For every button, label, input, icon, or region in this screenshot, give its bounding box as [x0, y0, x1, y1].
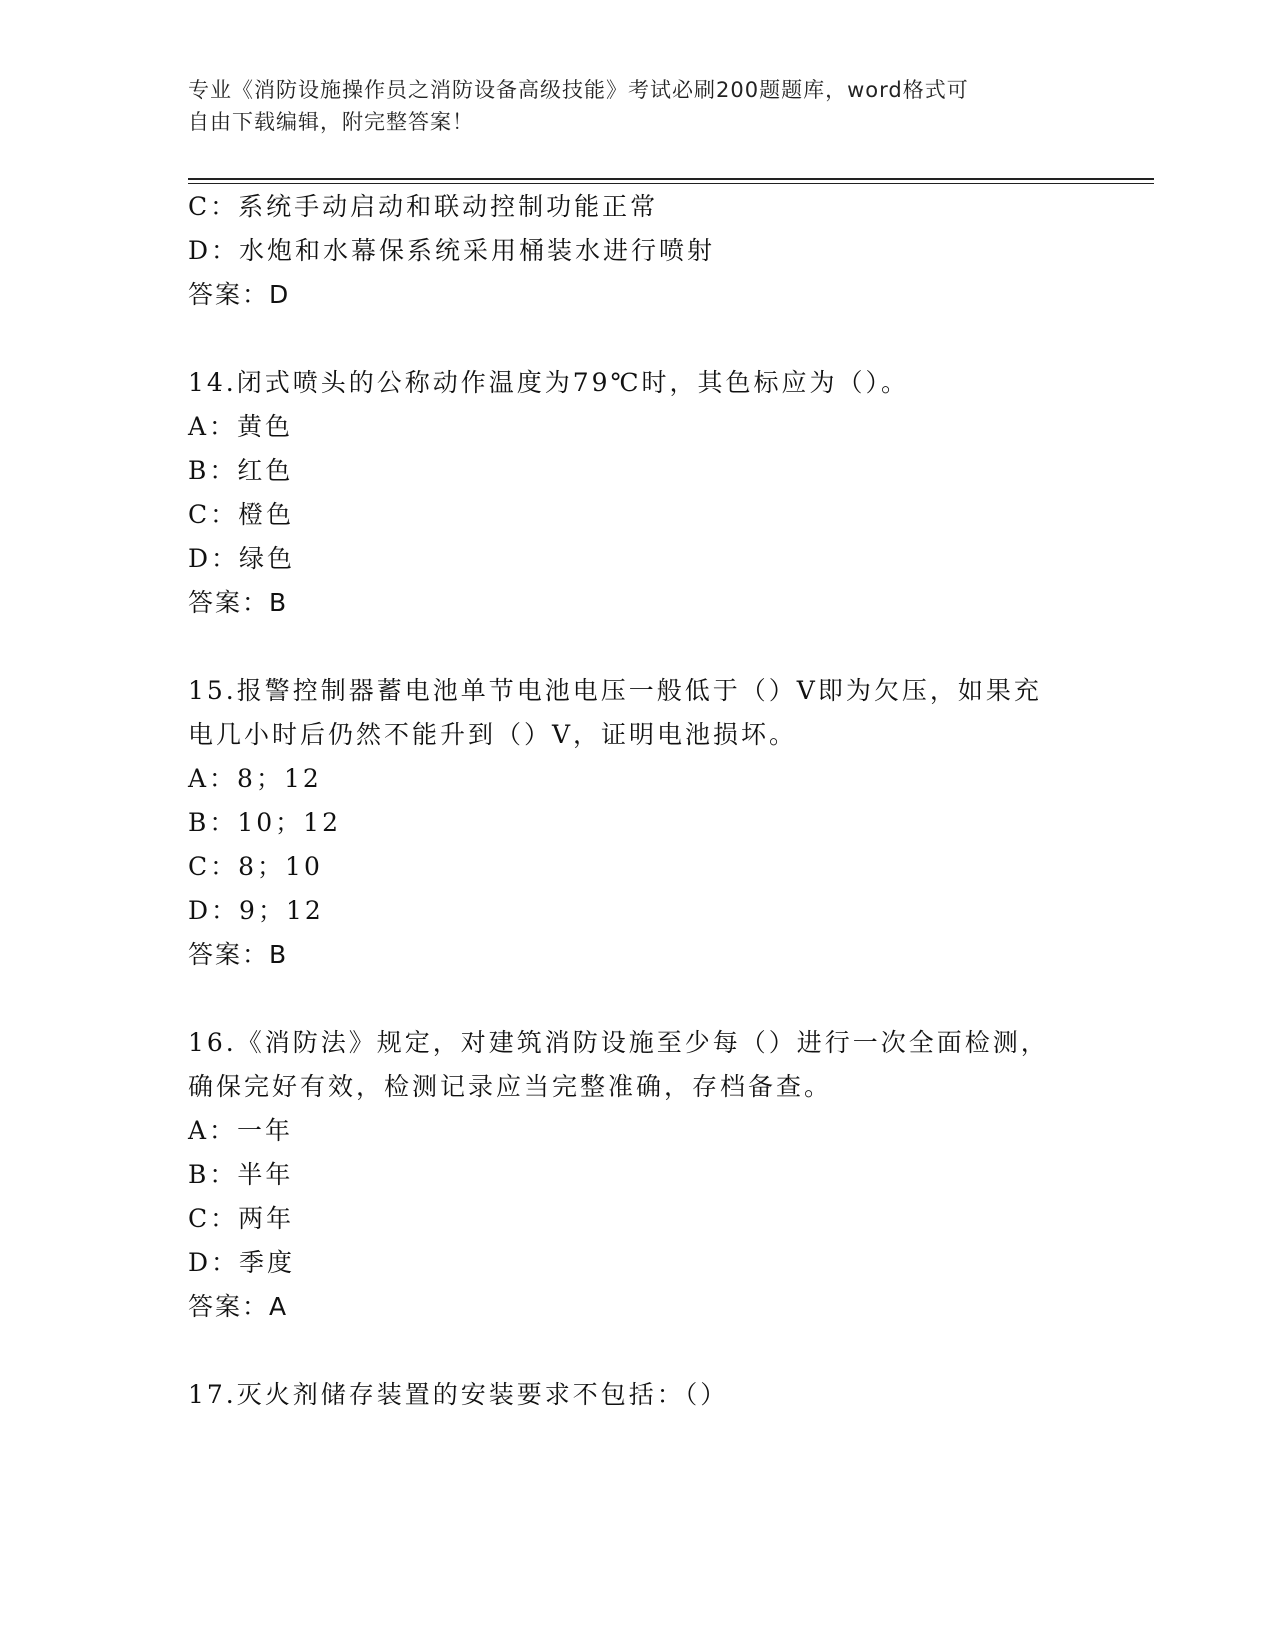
q14-option-a: A：黄色	[188, 412, 294, 441]
q14-option-c: C：橙色	[188, 500, 295, 529]
q16-stem-line-1: 16.《消防法》规定，对建筑消防设施至少每（）进行一次全面检测，	[188, 1028, 1049, 1057]
q16-option-c: C：两年	[188, 1204, 295, 1233]
q14-option-d: D：绿色	[188, 544, 296, 573]
q15-answer: 答案：B	[188, 940, 289, 969]
document-header	[188, 74, 1068, 138]
q16-option-a: A：一年	[188, 1116, 294, 1145]
q14-answer: 答案：B	[188, 588, 289, 617]
q15-stem-line-2: 电几小时后仍然不能升到（）V，证明电池损坏。	[188, 720, 798, 749]
q16-option-d: D：季度	[188, 1248, 296, 1277]
q14-option-b: B：红色	[188, 456, 294, 485]
q15-option-c: C：8；10	[188, 852, 323, 881]
q16-answer: 答案：A	[188, 1292, 289, 1321]
header-rule-thin	[188, 183, 1154, 184]
q14-stem: 14.闭式喷头的公称动作温度为79℃时，其色标应为（）。	[188, 368, 910, 397]
q13-answer: 答案：D	[188, 280, 291, 309]
q15-option-b: B：10；12	[188, 808, 341, 837]
q15-option-d: D：9；12	[188, 896, 324, 925]
q15-option-a: A：8；12	[188, 764, 322, 793]
header-line-1: 专业《消防设施操作员之消防设备高级技能》考试必刷200题题库，word格式可	[188, 78, 969, 102]
q16-stem-line-2: 确保完好有效，检测记录应当完整准确，存档备查。	[188, 1072, 833, 1101]
header-rule-thick	[188, 178, 1154, 180]
q15-stem-line-1: 15.报警控制器蓄电池单节电池电压一般低于（）V即为欠压，如果充	[188, 676, 1042, 705]
header-line-2: 自由下载编辑，附完整答案！	[188, 110, 474, 134]
q13-option-c: C：系统手动启动和联动控制功能正常	[188, 192, 659, 221]
q16-option-b: B：半年	[188, 1160, 294, 1189]
q13-option-d: D：水炮和水幕保系统采用桶装水进行喷射	[188, 236, 716, 265]
q17-stem: 17.灭火剂储存装置的安装要求不包括：（）	[188, 1380, 729, 1409]
